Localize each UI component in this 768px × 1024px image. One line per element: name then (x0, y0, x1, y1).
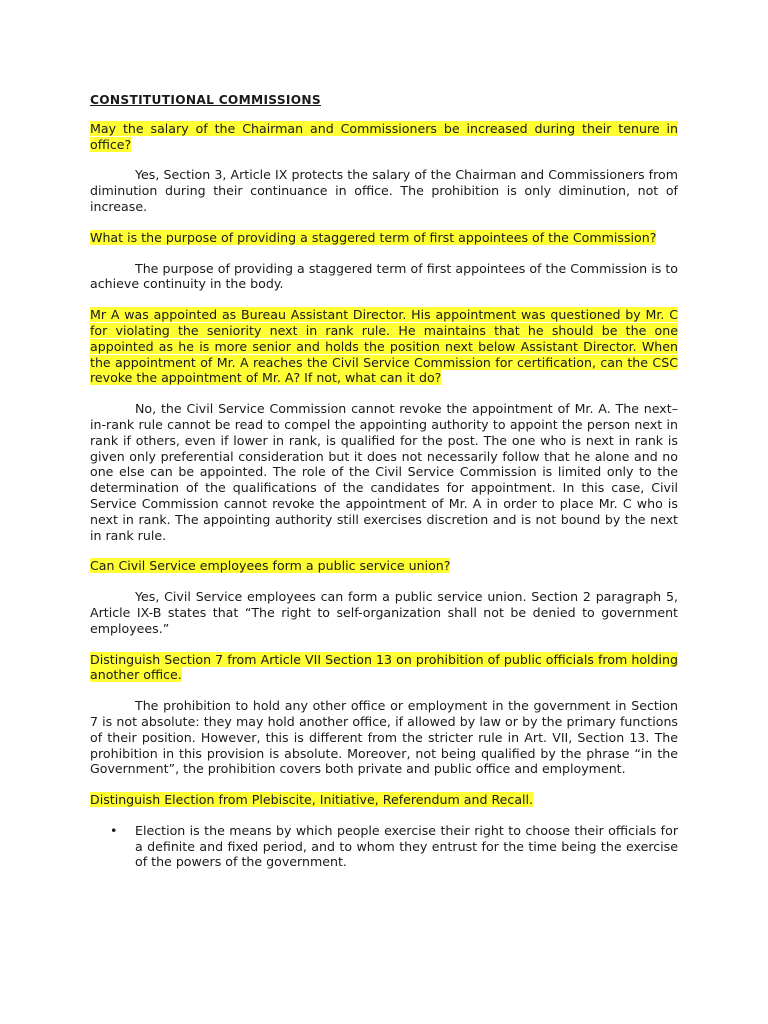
answer-2: The purpose of providing a staggered term of first appointees of the Commission is to achieve continuity in the body. (90, 260, 678, 292)
question-1 (90, 121, 678, 153)
document-page (90, 93, 678, 870)
bullet-item (110, 822, 678, 870)
question-4-highlight: Can Civil Service employees form a public service union? (90, 558, 451, 574)
question-3 (90, 307, 678, 386)
answer-1: Yes, Section 3, Article IX protects the salary of the Chairman and Commissioners from diminution during their continuance in office. The prohibition is only diminution, not of increase. (90, 167, 678, 214)
bullet-list (90, 823, 678, 870)
question-5 (90, 652, 678, 684)
question-2-highlight: What is the purpose of providing a staggered term of first appointees of the Commission? (90, 229, 657, 245)
answer-4: Yes, Civil Service employees can form a public service union. Section 2 paragraph 5, Article IX-B states that “The right to self-organization shall not be denied to government employees.” (90, 589, 678, 636)
question-6-highlight: Distinguish Election from Plebiscite, Initiative, Referendum and Recall. (90, 792, 534, 808)
question-5-highlight: Distinguish Section 7 from Article VII Section 13 on prohibition of public officials from holding another office. (90, 651, 678, 683)
bullet-icon: • (110, 822, 118, 838)
question-2 (90, 230, 678, 246)
question-4 (90, 558, 678, 574)
answer-5: The prohibition to hold any other office or employment in the government in Section 7 is not absolute: they may hold another office, if allowed by law or by the primary functions of their position. However, this is different from the stricter rule in Art. VII, Section 13. The prohibition in this provision is absolute. Moreover, not being qualified by the phrase “in the Government”, the prohibition covers both private and public office and employment. (90, 698, 678, 777)
question-6 (90, 792, 678, 808)
question-3-highlight: Mr A was appointed as Bureau Assistant Director. His appointment was questioned by Mr. C for violating the seniority next in rank rule. He maintains that he should be the one appointed as he is more senior and holds the position next below Assistant Director. When the appointment of Mr. A reaches the Civil Service Commission for certification, can the CSC revoke the appointment of Mr. A? If not, what can it do? (90, 307, 678, 386)
bullet-text: Election is the means by which people exercise their right to choose their officials for a definite and fixed period, and to whom they entrust for the time being the exercise of the powers of the government. (135, 822, 678, 870)
question-1-highlight: May the salary of the Chairman and Commissioners be increased during their tenure in office? (90, 120, 678, 152)
answer-3: No, the Civil Service Commission cannot revoke the appointment of Mr. A. The next–in-rank rule cannot be read to compel the appointing authority to appoint the person next in rank if others, even if lower in rank, is qualified for the post. The one who is next in rank is given only preferential consideration but it does not necessarily follow that he alone and no one else can be appointed. The role of the Civil Service Commission is limited only to the determination of the qualifications of the candidates for appointment. In this case, Civil Service Commission cannot revoke the appointment of Mr. A in order to place Mr. C who is next in rank. The appointing authority still exercises discretion and is not bound by the next in rank rule. (90, 401, 678, 543)
document-title: CONSTITUTIONAL COMMISSIONS (90, 93, 321, 107)
